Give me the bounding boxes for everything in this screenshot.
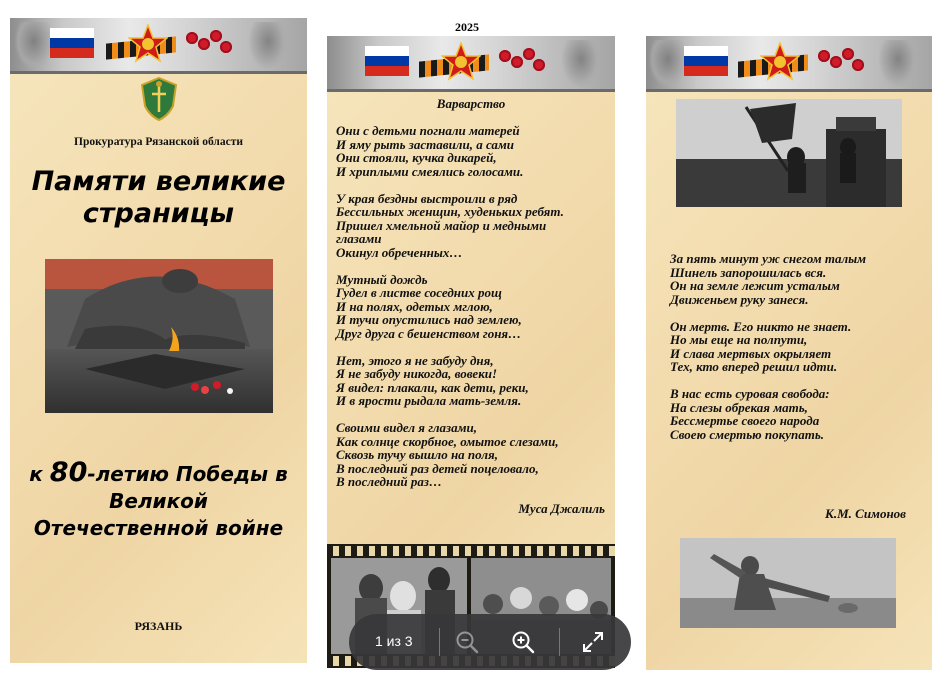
- anniversary-text: -летию Победы в: [87, 462, 288, 486]
- toolbar-divider: [559, 628, 560, 656]
- poem-barbarism: [336, 124, 564, 502]
- poem-stanza: [670, 387, 866, 441]
- soldier-attack-photo: [680, 538, 896, 628]
- poem-line: И на полях, одетых мглою,: [336, 298, 493, 314]
- poem-line: И в ярости рыдала мать-земля.: [336, 393, 522, 408]
- poem-stanza: [670, 320, 866, 374]
- anniversary-title: [10, 459, 307, 542]
- poem-line: Я видел: плакали, как дети, реки,: [336, 379, 529, 395]
- poem-line: У края бездны выстроили в ряд: [336, 190, 518, 206]
- toolbar-divider: [439, 628, 440, 656]
- poem-line: Он на земле лежит усталым: [670, 278, 840, 293]
- poem-line: Он мертв. Его никто не знает.: [670, 318, 852, 334]
- cover-panel: [10, 18, 307, 663]
- poem-author: Муса Джалиль: [518, 501, 605, 516]
- poem-line: И хриплыми смеялись голосами.: [336, 163, 524, 179]
- poem-line: Бессмертье своего народа: [670, 413, 820, 428]
- poem-line: Сквозь тучу вышло на поля,: [336, 447, 498, 462]
- poem-stanza: [336, 192, 564, 260]
- poem-stanza: [336, 354, 564, 408]
- brochure-title: [10, 166, 307, 230]
- order-star-icon: [128, 24, 168, 64]
- organization-name: Прокуратура Рязанской области: [74, 136, 243, 148]
- poem-line: В последний раз…: [336, 474, 442, 489]
- russian-flag-icon: [365, 46, 409, 76]
- poem-simonov: [670, 252, 866, 455]
- russian-flag-icon: [50, 28, 94, 58]
- poem-stanza: [670, 252, 866, 306]
- poem-line: Но мы еще на полпути,: [670, 332, 808, 347]
- anniversary-text: Отечественной войне: [33, 516, 284, 540]
- victory-banner: [327, 36, 615, 92]
- poem-line: Как солнце скорбное, омытое слезами,: [336, 433, 559, 449]
- city-name: РЯЗАНЬ: [134, 619, 183, 633]
- russian-flag-icon: [684, 46, 728, 76]
- poem-line: Своими видел я глазами,: [336, 420, 477, 435]
- poem-line: Гудел в листве соседних рощ: [336, 285, 502, 300]
- title-line: Памяти великие: [31, 166, 286, 197]
- poem-title: Варварство: [436, 96, 506, 111]
- poem-line: Они стояли, кучка дикарей,: [336, 150, 497, 165]
- zoom-out-icon: [454, 629, 480, 655]
- pdf-viewer-toolbar: [349, 614, 631, 670]
- poem-line: Мутный дождь: [336, 271, 428, 287]
- poem-line: И слава мертвых окрыляет: [670, 345, 832, 361]
- poem-line: Движеньем руку занеся.: [670, 291, 809, 307]
- poem-line: Тех, кто вперед решил идти.: [670, 359, 838, 374]
- anniversary-prefix: к: [29, 462, 50, 486]
- poem-line: За пять минут уж снегом талым: [670, 251, 867, 266]
- zoom-out-button[interactable]: [451, 626, 483, 658]
- victory-banner: [10, 18, 307, 74]
- expand-icon: [580, 629, 606, 655]
- poem-line: Друг друга с бешенством гоня…: [336, 325, 522, 341]
- poem-line: Я не забуду никогда, вовеки!: [336, 366, 498, 381]
- anniversary-number: 80: [49, 457, 88, 488]
- victory-banner: [646, 36, 932, 92]
- order-star-icon: [441, 42, 481, 82]
- poem-line: Шинель запорошилась вся.: [670, 264, 827, 280]
- poem-line: глазами: [336, 231, 382, 246]
- poem-line: Окинул обреченных…: [336, 244, 463, 260]
- poem-line: В нас есть суровая свобода:: [670, 386, 830, 401]
- poem-line: Своею смертью покупать.: [670, 426, 825, 442]
- poem-line: Бессильных женщин, худеньких ребят.: [336, 204, 564, 219]
- title-line: страницы: [82, 198, 235, 229]
- poem-line: Пришел хмельной майор и медными: [336, 217, 547, 233]
- poem-stanza: [336, 421, 564, 489]
- prosecutor-emblem-icon: [138, 76, 180, 122]
- poem-stanza: [336, 273, 564, 341]
- poem-line: На слезы обрекая мать,: [670, 399, 808, 415]
- poem-line: Они с детьми погнали матерей: [336, 123, 520, 138]
- poem-panel-barbarism: [327, 36, 615, 668]
- victory-banner-reichstag-photo: [676, 99, 902, 207]
- poem-author: К.М. Симонов: [825, 506, 906, 521]
- order-star-icon: [760, 42, 800, 82]
- poem-stanza: [336, 124, 564, 178]
- page-indicator: 1 из 3: [375, 633, 413, 649]
- poem-line: И яму рыть заставили, а сами: [336, 136, 515, 152]
- poem-line: И тучи опустились над землею,: [336, 312, 522, 327]
- zoom-in-icon: [510, 629, 536, 655]
- poem-line: В последний раз детей поцеловало,: [336, 460, 539, 476]
- page-year: 2025: [455, 20, 479, 34]
- fullscreen-button[interactable]: [577, 626, 609, 658]
- eternal-flame-memorial-photo: [45, 259, 273, 413]
- anniversary-text: Великой: [109, 489, 208, 513]
- zoom-in-button[interactable]: [507, 626, 539, 658]
- poem-panel-simonov: [646, 36, 932, 670]
- poem-line: Нет, этого я не забуду дня,: [336, 352, 494, 368]
